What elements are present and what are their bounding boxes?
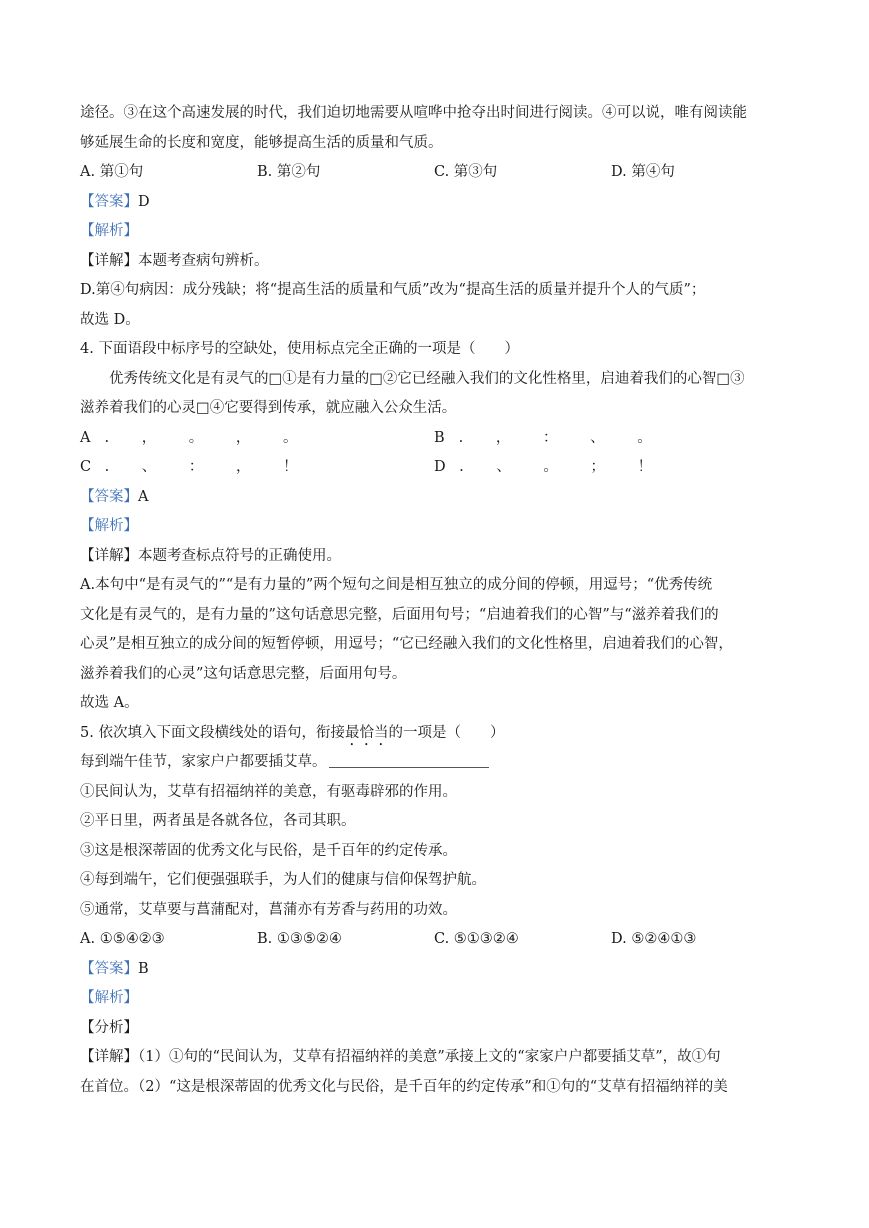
- q5-sentence-1: ①民间认为，艾草有招福纳祥的美意，有驱毒辟邪的作用。: [80, 783, 457, 800]
- detail-tag: 【详解】: [80, 1049, 138, 1065]
- q4-detail: [80, 542, 790, 572]
- q5-answer: [80, 955, 790, 985]
- text-line: 够延展生命的长度和宽度，能够提高生活的质量和气质。: [80, 134, 443, 151]
- stem-part: 5. 依次填入下面文段横线处的语句，衔接: [80, 724, 345, 741]
- document-page: [80, 99, 790, 1102]
- q4-analysis-tag: 【解析】: [80, 518, 138, 534]
- detail-text: 本题考查病句辨析。: [138, 252, 269, 269]
- q5-detail: [80, 1043, 790, 1073]
- q4-option-a: A. ， 。 ， 。: [80, 429, 312, 446]
- answer-value: A: [138, 488, 149, 505]
- answer-tag: 【答案】: [80, 960, 138, 977]
- q5-analysis-tag: 【解析】: [80, 990, 138, 1006]
- text-line: 滋养着我们的心灵□④它要得到传承，就应融入公众生活。: [80, 400, 457, 416]
- q5-options: [80, 925, 790, 955]
- text-line: 滋养着我们的心灵”这句话意思完整，后面用句号。: [80, 665, 407, 682]
- answer-tag: 【答案】: [80, 193, 138, 210]
- q5-passage: [80, 748, 790, 778]
- text-line: D.第④句病因：成分残缺；将“提高生活的质量和气质”改为“提高生活的质量并提升个人的气质”；: [80, 282, 706, 298]
- detail-text: 本题考查标点符号的正确使用。: [138, 547, 341, 564]
- q4-stem: 4. 下面语段中标序号的空缺处，使用标点完全正确的一项是（ ）: [80, 341, 519, 357]
- q3-analysis-tag: 【解析】: [80, 223, 138, 239]
- q5-sentence-3: ③这是根深蒂固的优秀文化与民俗，是千百年的约定传承。: [80, 842, 457, 859]
- text-line: 优秀传统文化是有灵气的□①是有力量的□②它已经融入我们的文化性格里，启迪着我们的心智□③: [109, 370, 745, 387]
- detail-tag: 【详解】: [80, 547, 138, 564]
- q4-options-row1: [80, 424, 790, 454]
- text-line: 故选 D。: [80, 311, 140, 328]
- detail-text: （1）①句的“民间认为，艾草有招福纳祥的美意”承接上文的“家家户户都要插艾草”，故①句: [138, 1049, 721, 1065]
- answer-value: D: [138, 193, 150, 210]
- q4-option-b: B. ， ： 、 。: [434, 429, 666, 446]
- q3-option-b: B. 第②句: [257, 164, 321, 180]
- q3-options: [80, 158, 790, 188]
- q5-option-c: C. ⑤①③②④: [434, 931, 519, 947]
- q4-answer: [80, 483, 790, 513]
- q5-sentence-2: ②平日里，两者虽是各就各位，各司其职。: [80, 813, 356, 829]
- q3-detail: [80, 247, 790, 277]
- answer-tag: 【答案】: [80, 488, 138, 505]
- text-line: 在首位。（2）“这是根深蒂固的优秀文化与民俗，是千百年的约定传承”和①句的“艾草有招福纳祥的美: [80, 1078, 728, 1095]
- emphasis-text: 最恰当: [344, 724, 389, 741]
- fill-blank-line: [329, 751, 489, 768]
- text-line: 心灵”是相互独立的成分间的短暂停顿，用逗号；“它已经融入我们的文化性格里，启迪着我们的心智，: [80, 636, 733, 652]
- q4-options-row2: [80, 453, 790, 483]
- text-line: A.本句中“是有灵气的”“是有力量的”两个短句之间是相互独立的成分间的停顿，用逗号；“优秀传统: [80, 577, 713, 593]
- text-line: 文化是有灵气的，是有力量的”这句话意思完整，后面用句号；“启迪着我们的心智”与“滋养着我们的: [80, 606, 719, 623]
- q4-option-d: D. 、 。 ； ！: [434, 459, 667, 475]
- q5-option-a: A. ①⑤④②③: [80, 931, 165, 947]
- passage-text: 每到端午佳节，家家户户都要插艾草。: [80, 754, 327, 770]
- q5-option-d: D. ⑤②④①③: [611, 931, 697, 947]
- q3-answer: [80, 188, 790, 218]
- q5-fenxi-tag: 【分析】: [80, 1019, 138, 1036]
- stem-part: 的一项是（ ）: [388, 724, 505, 741]
- q3-option-a: A. 第①句: [80, 164, 144, 180]
- detail-tag: 【详解】: [80, 252, 138, 269]
- q5-stem: [80, 719, 790, 749]
- q5-sentence-5: ⑤通常，艾草要与菖蒲配对，菖蒲亦有芳香与药用的功效。: [80, 901, 457, 918]
- q5-option-b: B. ①③⑤②④: [257, 931, 342, 947]
- text-line: 途径。③在这个高速发展的时代，我们迫切地需要从喧哗中抢夺出时间进行阅读。④可以说，唯有阅读能: [80, 105, 747, 121]
- answer-value: B: [138, 960, 149, 977]
- q4-option-c: C. 、 ： ， ！: [80, 459, 312, 475]
- text-line: 故选 A。: [80, 695, 139, 711]
- q3-option-d: D. 第④句: [611, 164, 675, 180]
- q5-sentence-4: ④每到端午，它们便强强联手，为人们的健康与信仰保驾护航。: [80, 872, 486, 888]
- q3-option-c: C. 第③句: [434, 164, 498, 180]
